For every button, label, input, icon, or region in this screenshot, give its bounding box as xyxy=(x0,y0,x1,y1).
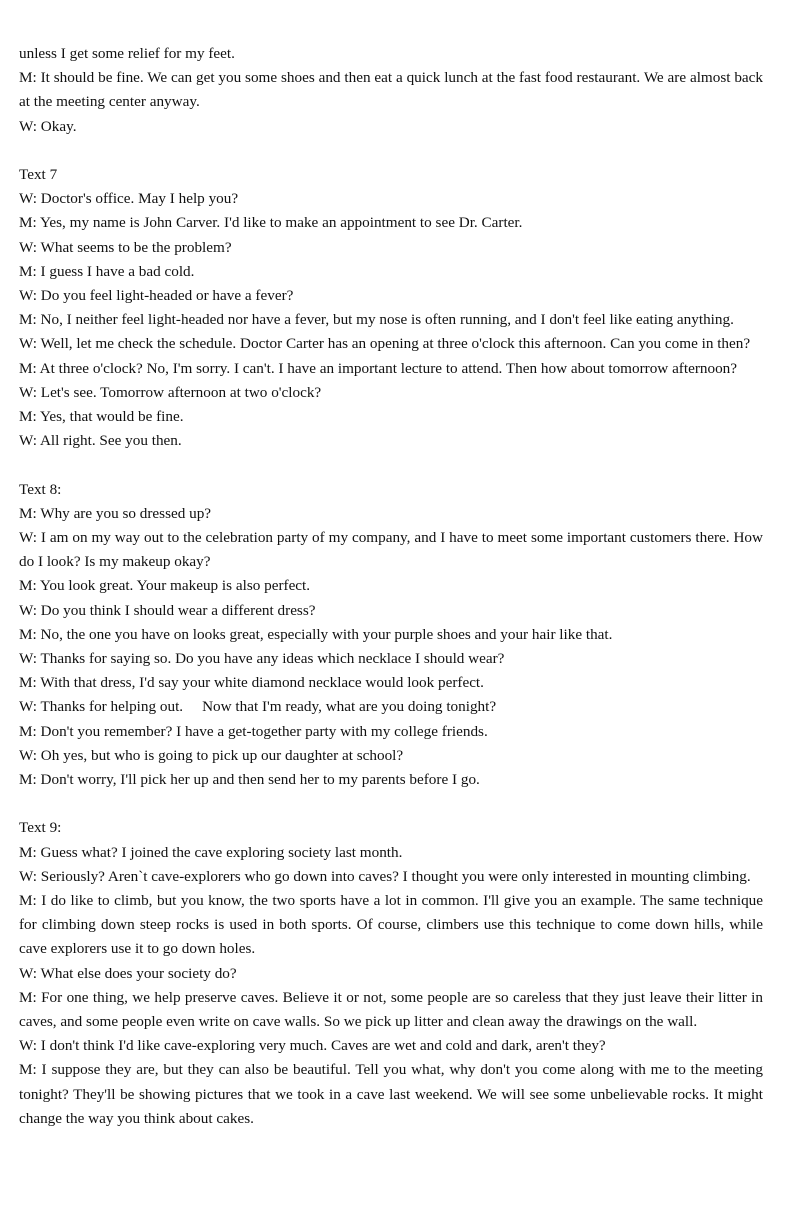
text-8-section xyxy=(19,478,763,793)
dialogue-line: M: I suppose they are, but they can also be beautiful. Tell you what, why don't you come along with me to the meeting tonight? They'll be showing pictures that we took in a cave last weekend. We will see some unbelievable rocks. It might change the way you think about cakes. xyxy=(19,1061,763,1127)
dialogue-line: M: With that dress, I'd say your white diamond necklace would look perfect. xyxy=(19,674,484,692)
transcript-continuation xyxy=(19,42,763,139)
dialogue-line: W: I am on my way out to the celebration party of my company, and I have to meet some important customers there. How do I look? Is my makeup okay? xyxy=(19,529,763,571)
dialogue-line: W: What else does your society do? xyxy=(19,964,237,982)
dialogue-line: W: Oh yes, but who is going to pick up our daughter at school? xyxy=(19,746,404,764)
dialogue-line: W: Well, let me check the schedule. Doctor Carter has an opening at three o'clock this afternoon. Can you come in then? xyxy=(19,335,751,353)
dialogue-line: M: No, I neither feel light-headed nor have a fever, but my nose is often running, and I don't feel like eating anything. xyxy=(19,311,734,329)
dialogue-line: M: You look great. Your makeup is also perfect. xyxy=(19,577,311,595)
dialogue-line: W: Seriously? Aren`t cave-explorers who go down into caves? I thought you were only interested in mounting climbing. xyxy=(19,867,751,885)
section-gap xyxy=(19,453,763,477)
section-title: Text 7 xyxy=(19,166,58,183)
dialogue-line: M: For one thing, we help preserve caves. Believe it or not, some people are so careless that they just leave their litter in caves, and some people even write on cave walls. So we pick up litter and clean away the drawings on the wall. xyxy=(19,988,763,1031)
dialogue-line: M: At three o'clock? No, I'm sorry. I can't. I have an important lecture to attend. Then how about tomorrow afternoon? xyxy=(19,359,738,377)
dialogue-line: W: Doctor's office. May I help you? xyxy=(19,190,239,208)
dialogue-line: M: Don't worry, I'll pick her up and then send her to my parents before I go. xyxy=(19,771,480,789)
transcript-page xyxy=(19,42,763,1131)
text-7-section xyxy=(19,163,763,453)
section-title: Text 8: xyxy=(19,480,62,498)
dialogue-line: M: Yes, my name is John Carver. I'd like to make an appointment to see Dr. Carter. xyxy=(19,214,523,232)
dialogue-line: M: Why are you so dressed up? xyxy=(19,504,212,522)
dialogue-line: W: All right. See you then. xyxy=(19,432,182,450)
dialogue-line: M: It should be fine. We can get you some shoes and then eat a quick lunch at the fast food restaurant. We are almost back at the meeting center anyway. xyxy=(19,69,763,111)
dialogue-line: W: What seems to be the problem? xyxy=(19,238,232,256)
dialogue-line: W: Let's see. Tomorrow afternoon at two o'clock? xyxy=(19,383,322,401)
dialogue-line: W: Okay. xyxy=(19,117,77,135)
dialogue-line: W: Thanks for saying so. Do you have any ideas which necklace I should wear? xyxy=(19,650,505,668)
section-title: Text 9: xyxy=(19,819,62,837)
dialogue-line: M: I do like to climb, but you know, the two sports have a lot in common. I'll give you an example. The same technique for climbing down steep rocks is used in both sports. Of course, climbers use this technique to come down hills, while cave explorers use it to go down holes. xyxy=(19,892,763,958)
dialogue-line: W: Do you think I should wear a different dress? xyxy=(19,601,316,619)
dialogue-line: M: Guess what? I joined the cave exploring society last month. xyxy=(19,843,403,861)
dialogue-line: M: I guess I have a bad cold. xyxy=(19,262,195,280)
dialogue-line: M: Yes, that would be fine. xyxy=(19,408,184,426)
dialogue-line: W: I don't think I'd like cave-exploring very much. Caves are wet and cold and dark, aren't they? xyxy=(19,1037,606,1055)
section-gap xyxy=(19,792,763,816)
dialogue-line: M: No, the one you have on looks great, especially with your purple shoes and your hair like that. xyxy=(19,625,613,643)
dialogue-line: W: Thanks for helping out. Now that I'm ready, what are you doing tonight? xyxy=(19,698,497,716)
text-9-section xyxy=(19,816,763,1131)
section-gap xyxy=(19,139,763,163)
dialogue-line: W: Do you feel light-headed or have a fever? xyxy=(19,287,294,305)
dialogue-line: unless I get some relief for my feet. xyxy=(19,45,235,62)
dialogue-line: M: Don't you remember? I have a get-together party with my college friends. xyxy=(19,722,488,740)
